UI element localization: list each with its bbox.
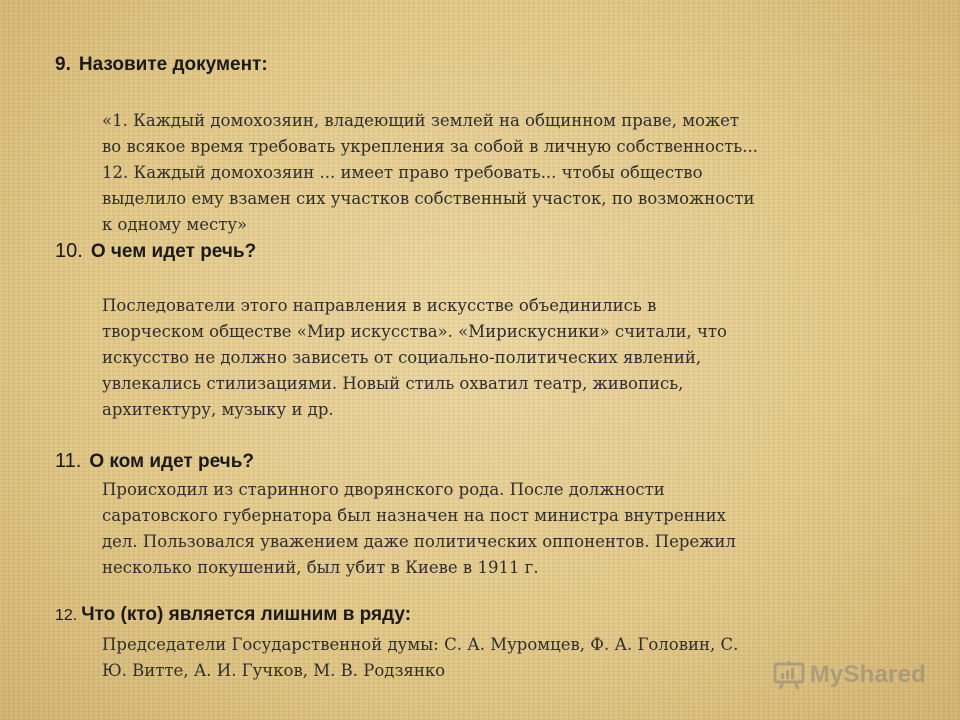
question-10-heading — [55, 240, 256, 263]
question-10-number: 10. — [55, 240, 83, 262]
question-9-heading — [55, 54, 268, 76]
question-10-title: О чем идет речь? — [90, 241, 257, 262]
question-11-text — [102, 477, 736, 581]
question-10-line: увлекались стилизациями. Новый стиль охватил театр, живопись, — [102, 374, 684, 393]
watermark-text: MyShared — [809, 661, 926, 688]
question-9-line: «1. Каждый домохозяин, владеющий землей на общинном праве, может — [102, 111, 740, 130]
question-9-title: Назовите документ: — [78, 54, 268, 75]
question-12-text — [102, 632, 738, 684]
question-10-line: творческом обществе «Мир искусства». «Мирискусники» считали, что — [102, 322, 727, 341]
question-11-line: саратовского губернатора был назначен на пост министра внутренних — [102, 506, 726, 525]
question-9-text — [102, 108, 758, 238]
question-9-line: 12. Каждый домохозяин ... имеет право требовать... чтобы общество — [102, 163, 703, 182]
question-12-number: 12. — [55, 607, 78, 624]
question-12-line: Председатели Государственной думы: С. А. Муромцев, Ф. А. Головин, С. — [102, 635, 739, 654]
question-10-line: архитектуру, музыку и др. — [102, 400, 334, 419]
question-12-title: Что (кто) является лишним в ряду: — [81, 604, 412, 625]
question-10-text — [102, 293, 727, 423]
question-12-line: Ю. Витте, А. И. Гучков, М. В. Родзянко — [102, 661, 446, 680]
question-9-line: к одному месту» — [102, 215, 248, 234]
question-10-line: Последователи этого направления в искусстве объединились в — [102, 296, 657, 315]
question-11-heading — [55, 450, 254, 473]
question-10-line: искусство не должно зависеть от социально-политических явлений, — [102, 348, 702, 367]
question-9-line: во всякое время требовать укрепления за собой в личную собственность... — [102, 137, 758, 156]
question-11-line: несколько покушений, был убит в Киеве в 1911 г. — [102, 558, 539, 577]
question-11-number: 11. — [55, 450, 82, 472]
presentation-board-icon — [772, 660, 806, 690]
question-11-line: дел. Пользовался уважением даже политических оппонентов. Пережил — [102, 532, 736, 551]
question-11-line: Происходил из старинного дворянского рода. После должности — [102, 480, 665, 499]
question-9-number: 9. — [55, 54, 71, 75]
question-11-title: О ком идет речь? — [89, 451, 254, 472]
watermark — [772, 660, 926, 690]
question-9-line: выделило ему взамен сих участков собственный участок, по возможности — [102, 189, 755, 208]
question-12-heading — [55, 604, 411, 626]
